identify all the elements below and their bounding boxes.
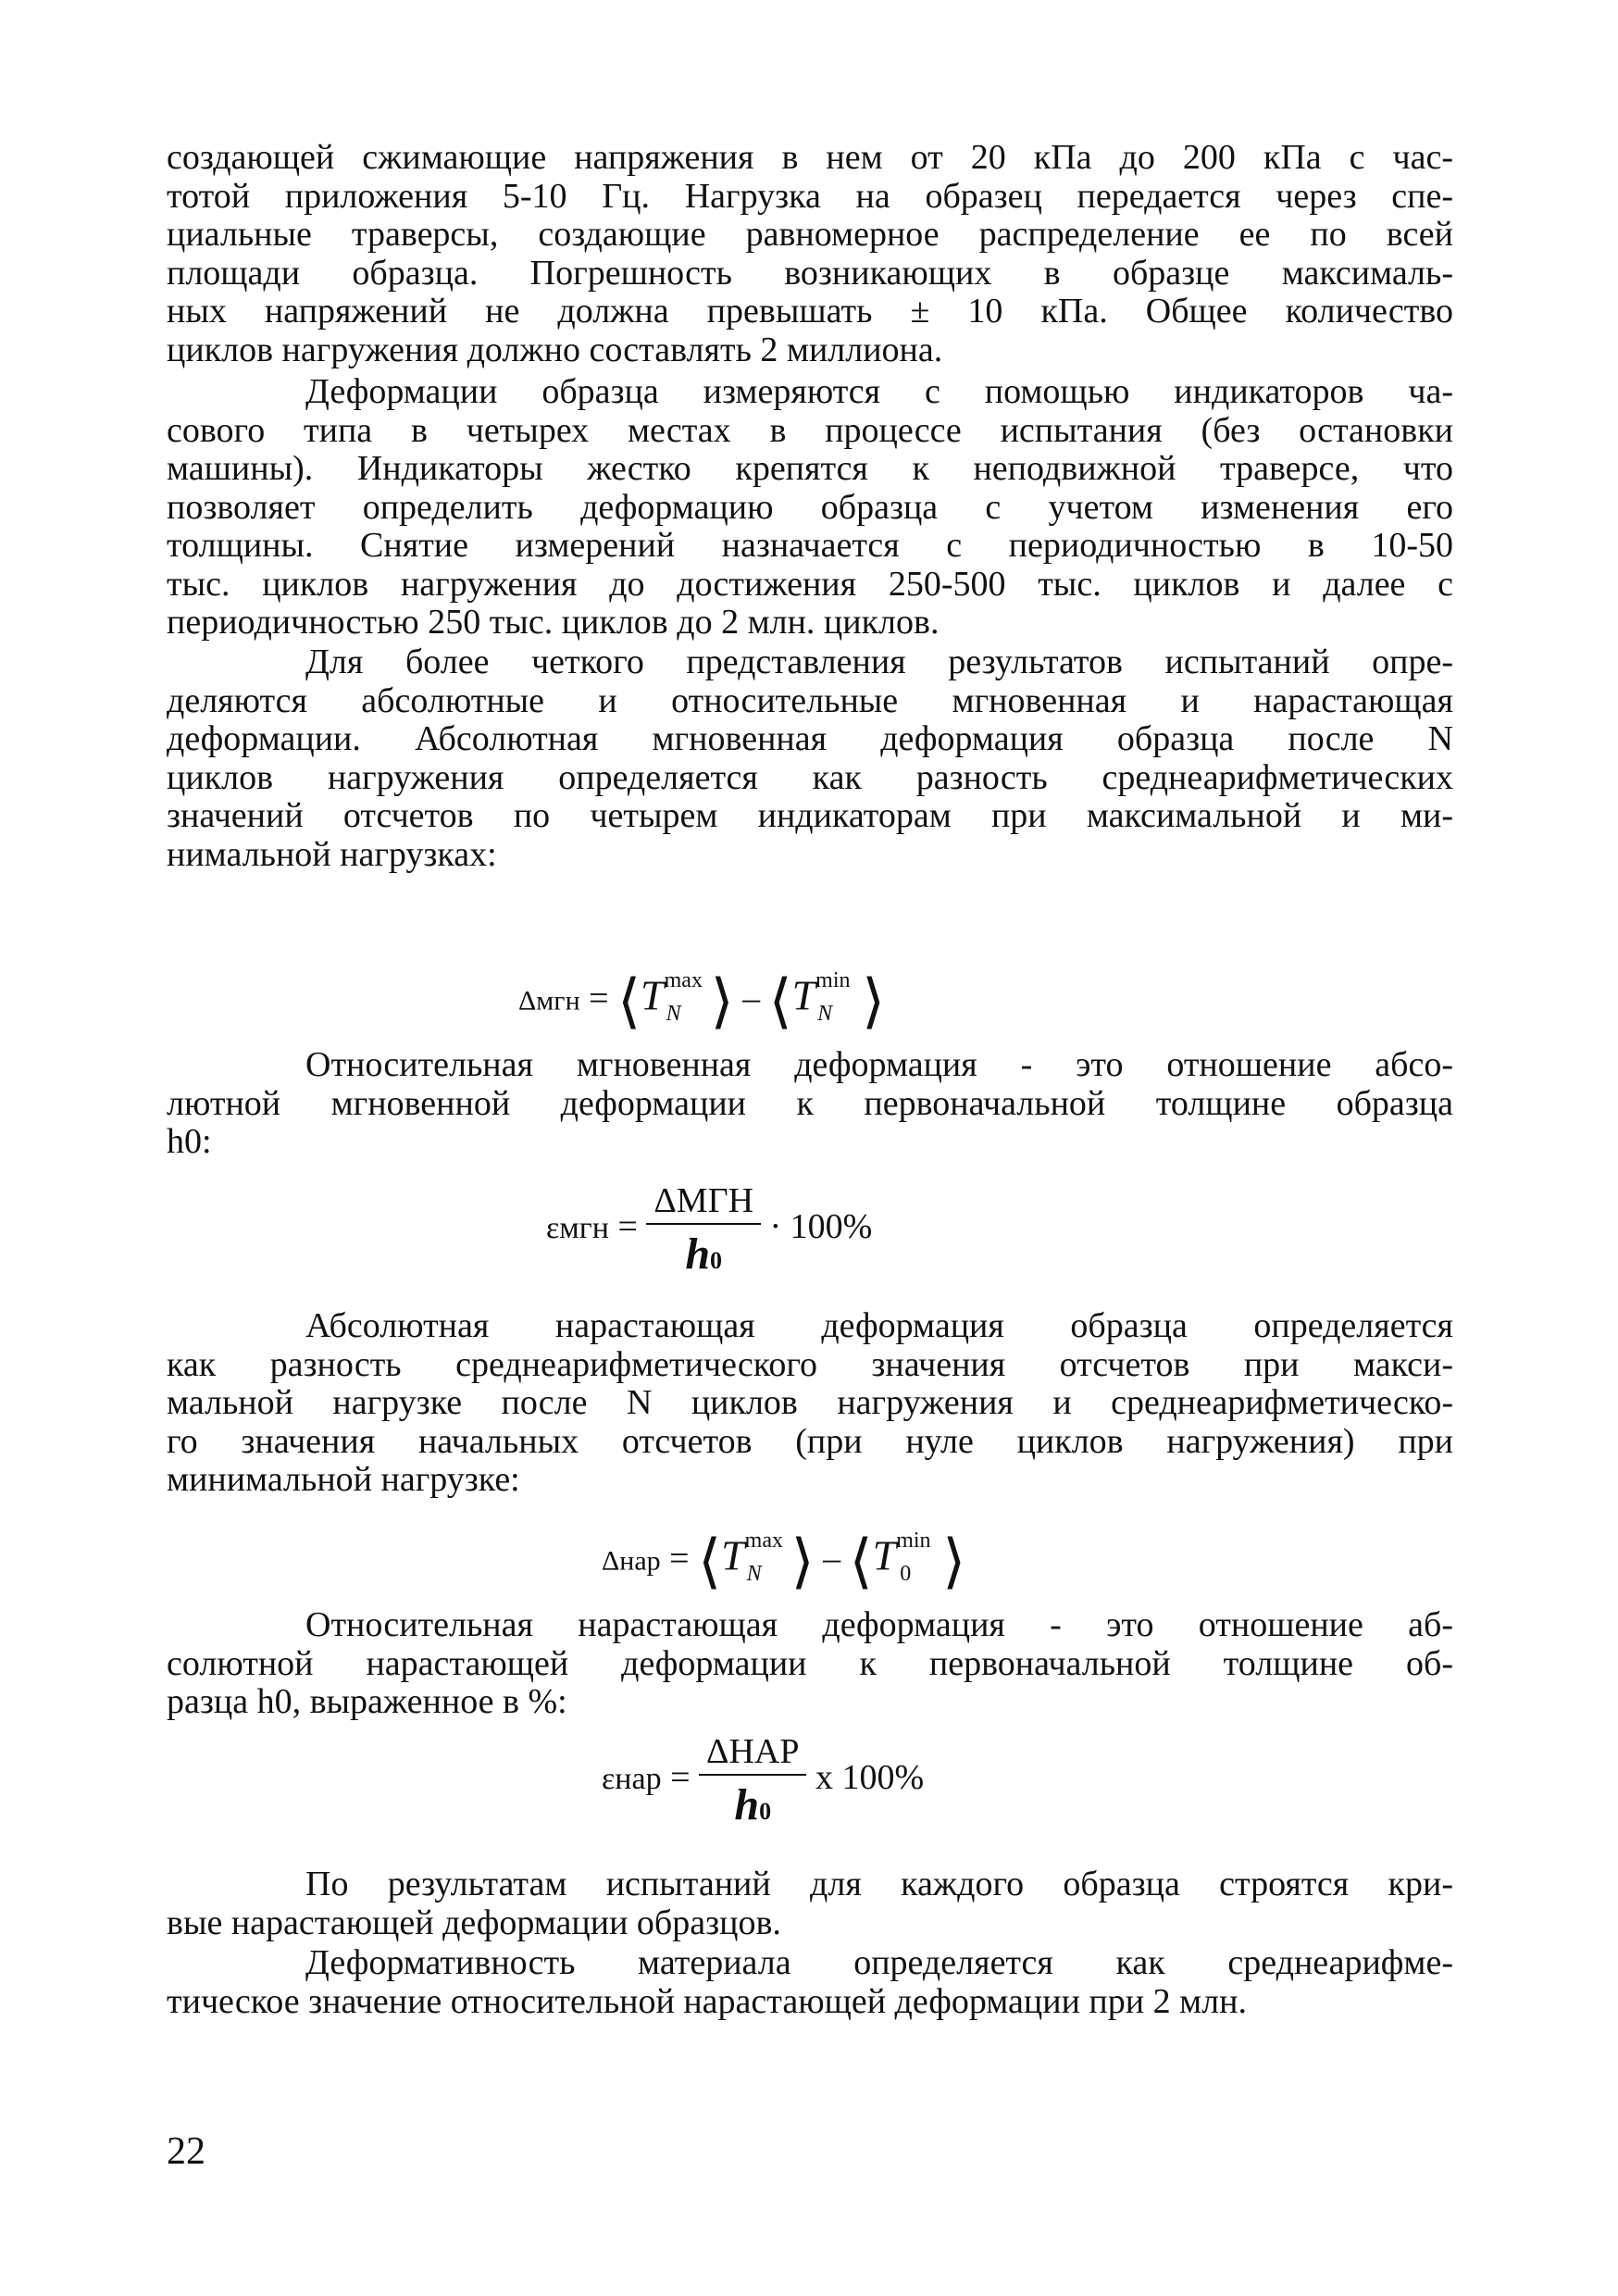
paragraph-6 xyxy=(167,1606,1453,1722)
fraction xyxy=(646,1180,761,1279)
formula-lhs: εнар xyxy=(602,1762,662,1797)
fraction-numerator: ΔМГН xyxy=(646,1180,761,1225)
formula-instant-absolute xyxy=(518,967,885,1036)
equals-sign: = xyxy=(670,1758,691,1798)
page-number: 22 xyxy=(167,2130,205,2173)
formula-cumulative-absolute xyxy=(602,1528,965,1596)
denominator-h: h xyxy=(734,1780,760,1829)
superscript: max xyxy=(744,1529,783,1553)
left-angle-bracket-icon: ⟨ xyxy=(617,968,641,1034)
paragraph-1 xyxy=(167,139,1453,369)
left-angle-bracket-icon: ⟨ xyxy=(849,1529,873,1594)
text-line: толщины. Снятие измерений назначается с периодичностью в 10-50 xyxy=(167,526,1453,565)
minus-sign: – xyxy=(742,979,761,1018)
text-line: деляются абсолютные и относительные мгновенная и нарастающая xyxy=(167,680,1453,720)
paragraph-8 xyxy=(167,1944,1453,2021)
formula-term: T xyxy=(872,1531,897,1579)
text-line: Для более четкого представления результатов испытаний опре- xyxy=(305,643,1453,681)
text-line: периодичностью 250 тыс. циклов до 2 млн. циклов. xyxy=(167,603,940,642)
minus-sign: – xyxy=(823,1539,841,1578)
formula-tail: · 100% xyxy=(769,1207,873,1247)
subscript: N xyxy=(666,1002,681,1026)
text-line: По результатам испытаний для каждого образца строятся кри- xyxy=(305,1865,1453,1903)
formula-lhs: εмгн xyxy=(546,1211,609,1246)
left-angle-bracket-icon: ⟨ xyxy=(698,1529,722,1594)
right-angle-bracket-icon: ⟩ xyxy=(710,968,734,1034)
fraction-denominator xyxy=(646,1225,761,1279)
fraction xyxy=(699,1731,806,1830)
subscript: N xyxy=(817,1002,833,1026)
text-line: машины). Индикаторы жестко крепятся к неподвижной траверсе, что xyxy=(167,449,1453,488)
formula-tail: х 100% xyxy=(815,1758,925,1798)
fraction-numerator: ΔНАР xyxy=(699,1731,806,1776)
text-line: нимальной нагрузках: xyxy=(167,834,497,874)
right-angle-bracket-icon: ⟩ xyxy=(942,1529,966,1594)
formula-lhs: Δмгн xyxy=(518,985,580,1017)
paragraph-2 xyxy=(167,373,1453,643)
equals-sign: = xyxy=(589,979,609,1018)
paragraph-3 xyxy=(167,643,1453,874)
text-line: Относительная нарастающая деформация - это отношение аб- xyxy=(305,1605,1453,1644)
right-angle-bracket-icon: ⟩ xyxy=(862,968,886,1034)
equals-sign: = xyxy=(669,1539,690,1578)
equals-sign: = xyxy=(617,1207,638,1247)
text-line: разца h0, выраженное в %: xyxy=(167,1682,567,1721)
formula-instant-relative xyxy=(546,1180,872,1279)
text-line: циклов нагружения определяется как разность среднеарифметических xyxy=(167,757,1453,797)
text-line: циальные траверсы, создающие равномерное распределение ее по всей xyxy=(167,215,1453,254)
text-line: деформации. Абсолютная мгновенная деформация образца после N xyxy=(167,719,1453,758)
text-line: минимальной нагрузке: xyxy=(167,1460,520,1499)
text-line: тическое значение относительной нарастающей деформации при 2 млн. xyxy=(167,1981,1247,2021)
text-line: лютной мгновенной деформации к первоначальной толщине образца xyxy=(167,1083,1453,1123)
subscript: 0 xyxy=(900,1562,912,1586)
denominator-subscript: 0 xyxy=(710,1247,723,1274)
left-angle-bracket-icon: ⟨ xyxy=(768,968,792,1034)
formula-term: T xyxy=(791,971,816,1019)
formula-cumulative-relative xyxy=(602,1731,924,1830)
paragraph-4 xyxy=(167,1046,1453,1162)
text-line: сового типа в четырех местах в процессе испытания (без остановки xyxy=(167,410,1453,450)
text-line: позволяет определить деформацию образца с учетом изменения его xyxy=(167,487,1453,527)
right-angle-bracket-icon: ⟩ xyxy=(790,1529,815,1594)
formula-term: T xyxy=(641,971,665,1019)
text-line: солютной нарастающей деформации к первоначальной толщине об- xyxy=(167,1643,1453,1683)
denominator-subscript: 0 xyxy=(759,1798,772,1825)
text-line: Абсолютная нарастающая деформация образца определяется xyxy=(305,1306,1453,1345)
text-line: ных напряжений не должна превышать ± 10 кПа. Общее количество xyxy=(167,292,1453,331)
denominator-h: h xyxy=(685,1229,711,1279)
fraction-denominator xyxy=(699,1776,806,1830)
text-line: тотой приложения 5-10 Гц. Нагрузка на образец передается через спе- xyxy=(167,176,1453,216)
text-line: тыс. циклов нагружения до достижения 250-500 тыс. циклов и далее с xyxy=(167,564,1453,604)
text-line: мальной нагрузке после N циклов нагружения и среднеарифметическо- xyxy=(167,1383,1453,1422)
text-line: как разность среднеарифметического значения отсчетов при макси- xyxy=(167,1344,1453,1384)
formula-lhs: Δнар xyxy=(602,1545,661,1577)
paragraph-7 xyxy=(167,1866,1453,1942)
subscript: N xyxy=(746,1562,762,1586)
text-line: Деформации образца измеряются с помощью индикаторов ча- xyxy=(305,372,1453,411)
paragraph-5 xyxy=(167,1307,1453,1500)
text-line: создающей сжимающие напряжения в нем от 20 кПа до 200 кПа с час- xyxy=(167,138,1453,177)
text-line: Относительная мгновенная деформация - это отношение абсо- xyxy=(305,1045,1453,1084)
text-line: площади образца. Погрешность возникающих в образце максималь- xyxy=(167,253,1453,293)
text-line: h0: xyxy=(167,1122,212,1161)
formula-term: T xyxy=(721,1531,745,1579)
text-line: значений отсчетов по четырем индикаторам при максимальной и ми- xyxy=(167,796,1453,835)
text-line: Деформативность материала определяется как среднеарифме- xyxy=(305,1943,1453,1982)
superscript: max xyxy=(664,968,703,992)
text-line: го значения начальных отсчетов (при нуле циклов нагружения) при xyxy=(167,1421,1453,1461)
text-line: вые нарастающей деформации образцов. xyxy=(167,1903,781,1942)
superscript: min xyxy=(896,1529,931,1553)
superscript: min xyxy=(815,968,851,992)
text-line: циклов нагружения должно составлять 2 миллиона. xyxy=(167,330,943,369)
